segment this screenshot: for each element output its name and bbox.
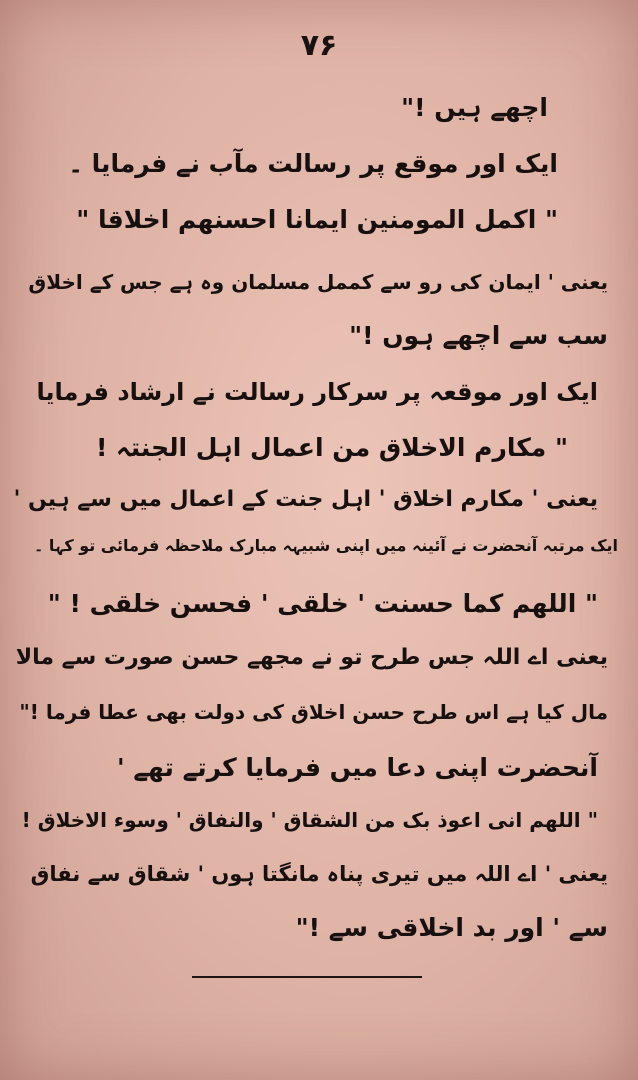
text-line-14: " اللھم انی اعوذ بک من الشقاق ' والنفاق ' وسوء الاخلاق ! (21, 808, 598, 832)
text-line-11: یعنی اے اللہ جس طرح تو نے مجھے حسن صورت سے مالا (15, 645, 608, 670)
text-line-8: یعنی ' مکارم اخلاق ' اہل جنت کے اعمال میں سے ہیں ' (13, 487, 598, 512)
text-line-10: " اللھم کما حسنت ' خلقی ' فحسن خلقی ! " (47, 589, 598, 618)
text-line-7: " مکارم الاخلاق من اعمال اہل الجنتہ ! (95, 433, 568, 462)
text-line-15: یعنی ' اے اللہ میں تیری پناہ مانگتا ہوں ' شقاق سے نفاق (30, 862, 608, 886)
text-line-9: ایک مرتبہ آنحضرت نے آئینہ میں اپنی شبیہہ مبارک ملاحظہ فرمائی تو کہا ۔ (33, 536, 618, 555)
section-divider (192, 976, 422, 978)
text-line-6: ایک اور موقعہ پر سرکار رسالت نے ارشاد فرمایا (36, 378, 598, 406)
text-line-1: اچھے ہیں !" (401, 93, 548, 122)
text-line-16: سے ' اور بد اخلاقی سے !" (295, 913, 608, 942)
text-line-12: مال کیا ہے اس طرح حسن اخلاق کی دولت بھی عطا فرما !" (19, 700, 608, 724)
text-line-2: ایک اور موقع پر رسالت مآب نے فرمایا ۔ (68, 149, 558, 178)
text-line-13: آنحضرت اپنی دعا میں فرمایا کرتے تھے ' (116, 753, 598, 782)
text-line-4: یعنی ' ایمان کی رو سے کممل مسلمان وہ ہے جس کے اخلاق (28, 270, 608, 294)
page-number: ۷۶ (300, 28, 338, 63)
text-line-3: " اکمل المومنین ایمانا احسنھم اخلاقا " (76, 205, 558, 234)
text-line-5: سب سے اچھے ہوں !" (349, 321, 608, 350)
